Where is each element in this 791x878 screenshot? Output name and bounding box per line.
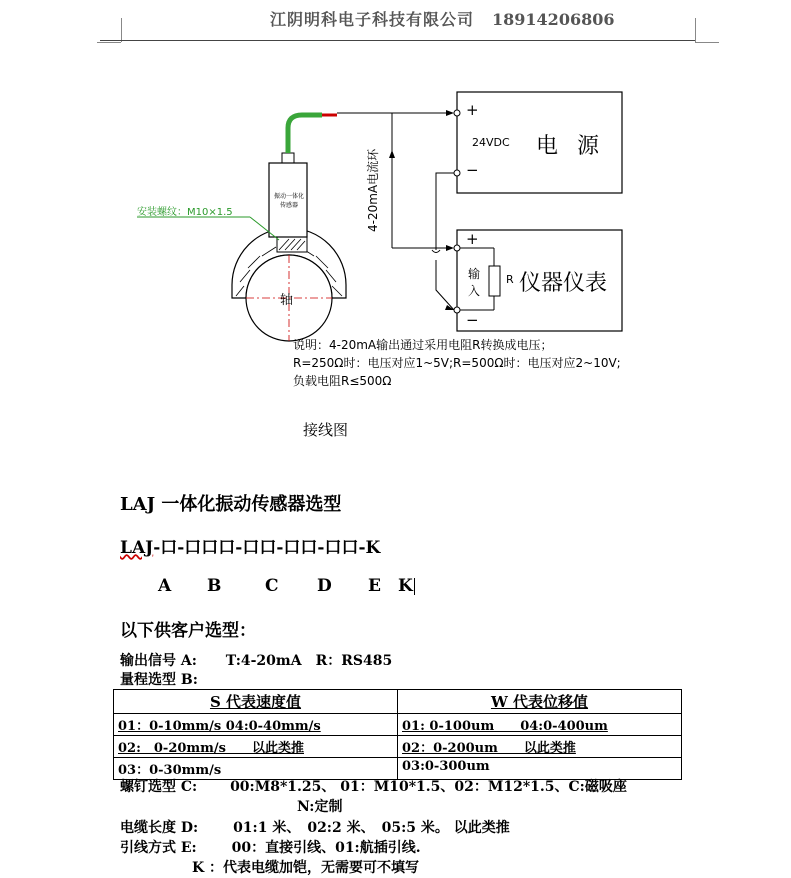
note-line: 说明：4-20mA输出通过采用电阻R转换成电压； [293,338,553,352]
power-supply-label: 电 源 [536,134,605,159]
note-line: R=250Ω时：电压对应1~5V;R=500Ω时：电压对应2~10V; [293,356,621,370]
current-loop-label: 4-20mA电流环 [366,148,380,232]
supply-voltage: 24VDC [472,136,510,149]
model-rest: -口-口口口-口口-口口-口口-K [153,538,381,558]
lead-values: 00：直接引线、01:航插引线. [231,840,421,856]
company-name: 江阴明科电子科技有限公司 [270,10,475,29]
screw-values: 00:M8*1.25、 01：M10*1.5、02：M12*1.5、C:磁吸座 [230,779,627,795]
lead-line [120,837,421,857]
sensor-label-line: 振动一体化 [273,193,304,200]
screw-custom: N:定制 [297,799,343,815]
letter-k-text: K [398,576,413,596]
letter-k [398,576,415,596]
letter-a: A [158,576,172,596]
table-header-speed: S 代表速度值 [114,690,398,714]
k-option-line: K ：代表电缆加铠，无需要可不填写 [192,860,420,876]
input-label [468,266,480,300]
cable-label: 电缆长度 D: [120,820,199,836]
table-header-row [114,690,682,714]
sensor-label-line: 传感器 [279,202,298,209]
note-line: 负载电阻R≤500Ω [293,374,392,388]
supply-minus: − [466,161,479,179]
table-row [114,714,682,736]
table-row [114,736,682,758]
output-signal-label: 输出信号 A: [120,653,197,669]
text-cursor [414,578,415,595]
resistor-label: R [506,273,514,286]
table-cell: 03:0-300um [398,758,682,780]
input-label-line: 入 [468,284,481,298]
table-cell: 03：0-30mm/s [114,758,398,780]
range-label: 量程选型 B: [120,672,198,688]
model-code [120,533,380,558]
shaft-label: 轴 [280,293,294,308]
letter-e: E [368,576,381,596]
model-prefix: LAJ [120,538,154,558]
intro-text: 以下供客户选型： [120,621,256,641]
range-table [113,689,682,780]
meter-label: 仪器仪表 [519,271,608,296]
input-label-line: 输 [468,267,481,281]
supply-plus: + [466,101,479,119]
table-cell: 01：0-10mm/s 04:0-40mm/s [114,714,398,736]
sensor-label [271,192,307,210]
phone-number: 18914206806 [492,10,615,29]
meter-minus: − [466,311,479,329]
cable-values: 01:1 米、 02:2 米、 05:5 米。 以此类推 [233,820,510,836]
doc-title: LAJ 一体化振动传感器选型 [120,494,342,515]
diagram-caption: 接线图 [303,421,349,439]
table-cell: 01: 0-100um 04:0-400um [398,714,682,736]
meter-plus: + [466,230,479,248]
lead-label: 引线方式 E: [120,840,197,856]
screw-label: 螺钉选型 C: [120,779,198,795]
output-signal-line [120,650,392,670]
table-cell: 02: 0-20mm/s 以此类推 [114,736,398,758]
diagram-notes [293,336,621,390]
letter-d: D [317,576,332,596]
mount-thread-label: 安装螺纹：M10×1.5 [137,207,233,218]
output-signal-values: T:4-20mA R：RS485 [225,653,393,669]
screw-line [120,776,627,796]
letter-b: B [207,576,222,596]
cable-line [120,817,510,837]
letter-c: C [265,576,279,596]
table-cell: 02：0-200um 以此类推 [398,736,682,758]
table-header-displacement: W 代表位移值 [398,690,682,714]
wire-arrows [389,110,454,310]
